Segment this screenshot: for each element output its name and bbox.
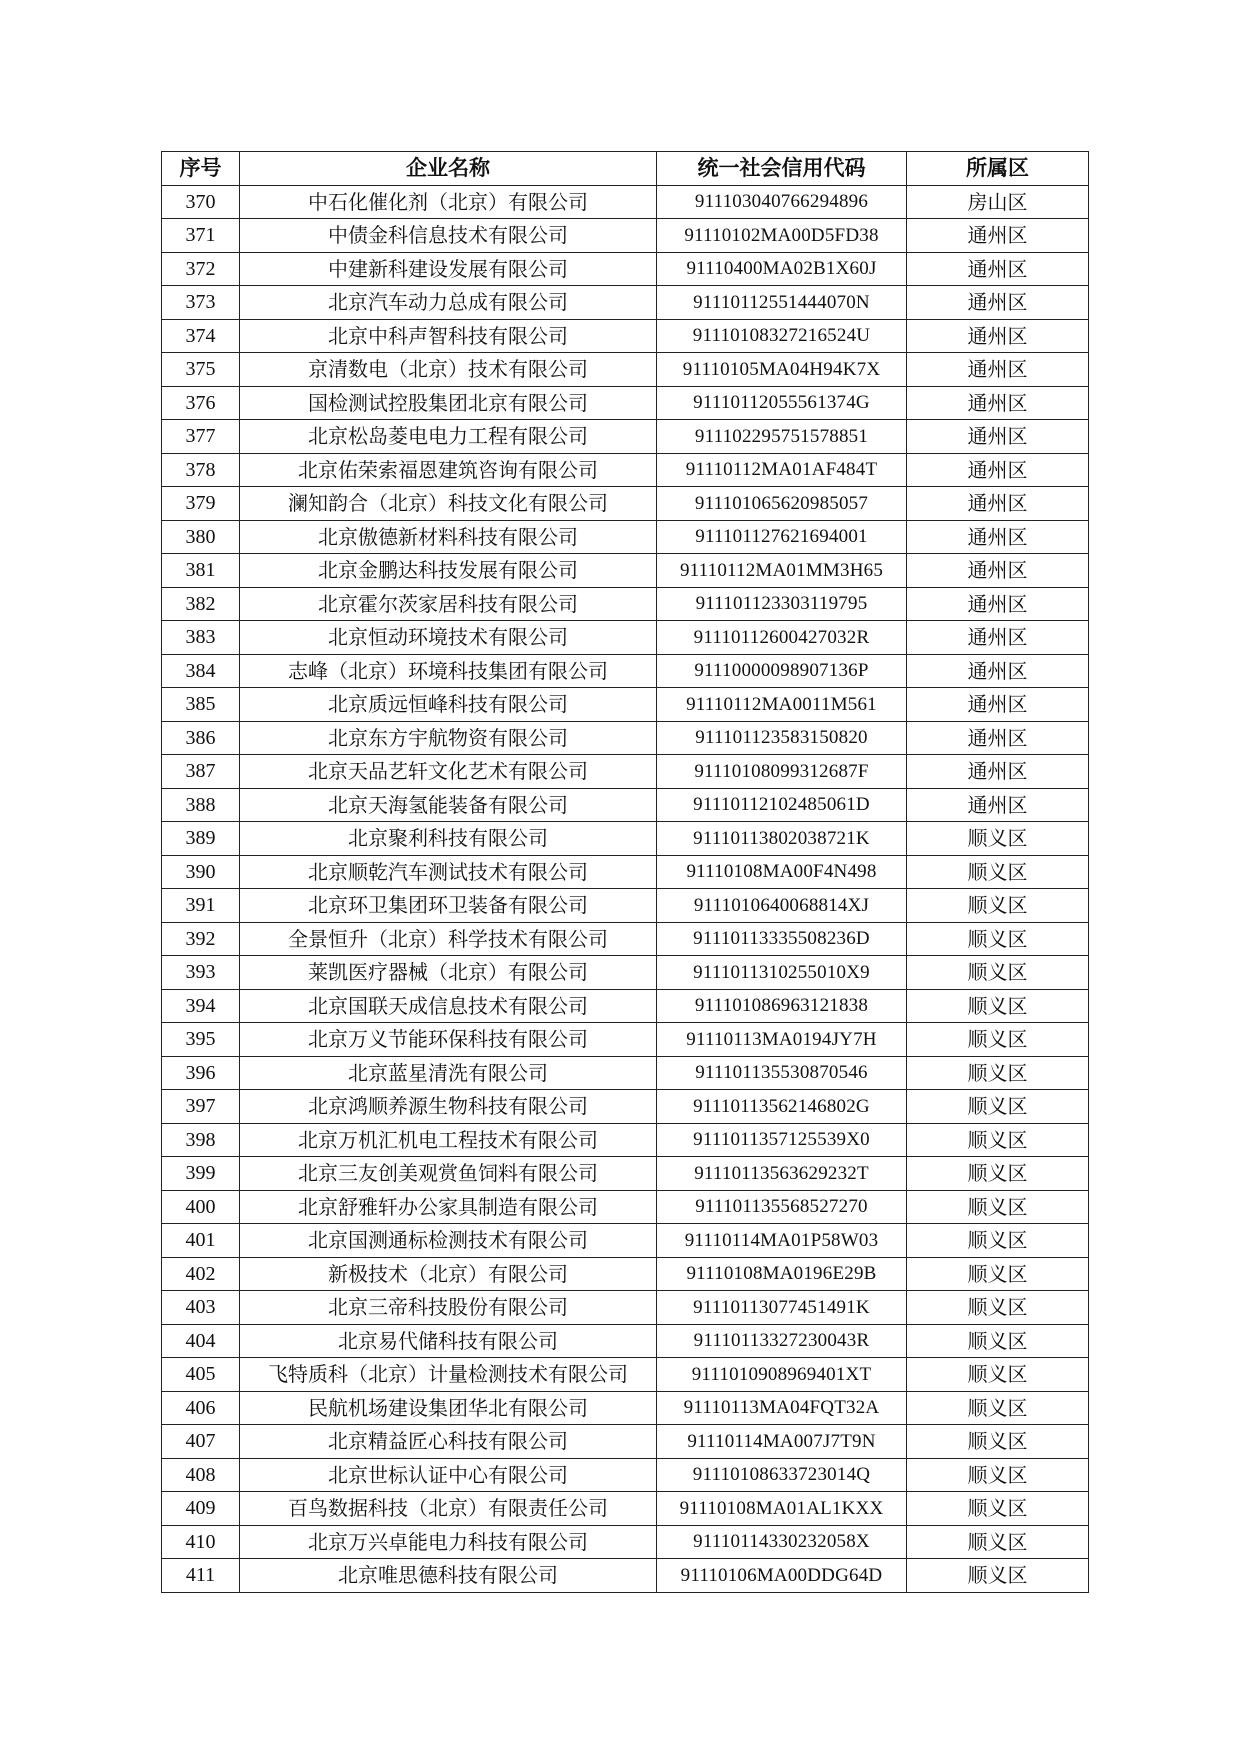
table-body bbox=[162, 185, 1089, 1592]
company-name: 志峰（北京）环境科技集团有限公司 bbox=[240, 654, 657, 688]
table-row bbox=[162, 1324, 1089, 1358]
table-row bbox=[162, 453, 1089, 487]
district: 顺义区 bbox=[907, 889, 1089, 923]
row-index: 409 bbox=[162, 1492, 240, 1526]
credit-code: 91110112102485061D bbox=[657, 788, 907, 822]
table-row bbox=[162, 286, 1089, 320]
credit-code: 91110108MA00F4N498 bbox=[657, 855, 907, 889]
district: 顺义区 bbox=[907, 822, 1089, 856]
company-name: 北京松岛菱电电力工程有限公司 bbox=[240, 420, 657, 454]
header-district: 所属区 bbox=[907, 152, 1089, 186]
row-index: 392 bbox=[162, 922, 240, 956]
row-index: 402 bbox=[162, 1257, 240, 1291]
company-name: 京清数电（北京）技术有限公司 bbox=[240, 353, 657, 387]
district: 顺义区 bbox=[907, 1023, 1089, 1057]
row-index: 388 bbox=[162, 788, 240, 822]
row-index: 396 bbox=[162, 1056, 240, 1090]
district: 通州区 bbox=[907, 319, 1089, 353]
table-row bbox=[162, 386, 1089, 420]
table-row bbox=[162, 788, 1089, 822]
row-index: 393 bbox=[162, 956, 240, 990]
company-name: 北京天海氢能装备有限公司 bbox=[240, 788, 657, 822]
table-row bbox=[162, 1391, 1089, 1425]
company-name: 北京三友创美观赏鱼饲料有限公司 bbox=[240, 1157, 657, 1191]
row-index: 378 bbox=[162, 453, 240, 487]
table-row bbox=[162, 721, 1089, 755]
row-index: 385 bbox=[162, 688, 240, 722]
district: 房山区 bbox=[907, 185, 1089, 219]
credit-code: 911101123583150820 bbox=[657, 721, 907, 755]
table-row bbox=[162, 420, 1089, 454]
district: 顺义区 bbox=[907, 1358, 1089, 1392]
credit-code: 9111010908969401XT bbox=[657, 1358, 907, 1392]
table-row bbox=[162, 185, 1089, 219]
enterprise-list-table bbox=[161, 151, 1089, 1593]
credit-code: 91110108MA01AL1KXX bbox=[657, 1492, 907, 1526]
row-index: 374 bbox=[162, 319, 240, 353]
row-index: 383 bbox=[162, 621, 240, 655]
district: 顺义区 bbox=[907, 1190, 1089, 1224]
company-name: 北京国联天成信息技术有限公司 bbox=[240, 989, 657, 1023]
row-index: 391 bbox=[162, 889, 240, 923]
table-row bbox=[162, 755, 1089, 789]
district: 顺义区 bbox=[907, 1458, 1089, 1492]
table-row bbox=[162, 554, 1089, 588]
company-name: 北京恒动环境技术有限公司 bbox=[240, 621, 657, 655]
row-index: 403 bbox=[162, 1291, 240, 1325]
company-name: 北京万义节能环保科技有限公司 bbox=[240, 1023, 657, 1057]
company-name: 莱凯医疗器械（北京）有限公司 bbox=[240, 956, 657, 990]
table-row bbox=[162, 1458, 1089, 1492]
header-company-name: 企业名称 bbox=[240, 152, 657, 186]
company-name: 北京金鹏达科技发展有限公司 bbox=[240, 554, 657, 588]
credit-code: 911103040766294896 bbox=[657, 185, 907, 219]
company-name: 北京万机汇机电工程技术有限公司 bbox=[240, 1123, 657, 1157]
district: 顺义区 bbox=[907, 855, 1089, 889]
row-index: 400 bbox=[162, 1190, 240, 1224]
table-header-row bbox=[162, 152, 1089, 186]
company-name: 北京舒雅轩办公家具制造有限公司 bbox=[240, 1190, 657, 1224]
company-name: 新极技术（北京）有限公司 bbox=[240, 1257, 657, 1291]
credit-code: 91110000098907136P bbox=[657, 654, 907, 688]
table-row bbox=[162, 1224, 1089, 1258]
credit-code: 91110112551444070N bbox=[657, 286, 907, 320]
district: 通州区 bbox=[907, 386, 1089, 420]
company-name: 民航机场建设集团华北有限公司 bbox=[240, 1391, 657, 1425]
company-name: 北京蓝星清洗有限公司 bbox=[240, 1056, 657, 1090]
table-row bbox=[162, 487, 1089, 521]
table-row bbox=[162, 956, 1089, 990]
credit-code: 9111011357125539X0 bbox=[657, 1123, 907, 1157]
company-name: 中建新科建设发展有限公司 bbox=[240, 252, 657, 286]
table-row bbox=[162, 219, 1089, 253]
credit-code: 91110113562146802G bbox=[657, 1090, 907, 1124]
company-name: 国检测试控股集团北京有限公司 bbox=[240, 386, 657, 420]
company-name: 北京天品艺轩文化艺术有限公司 bbox=[240, 755, 657, 789]
table-row bbox=[162, 1291, 1089, 1325]
credit-code: 91110112055561374G bbox=[657, 386, 907, 420]
row-index: 381 bbox=[162, 554, 240, 588]
company-name: 澜知韵合（北京）科技文化有限公司 bbox=[240, 487, 657, 521]
table-row bbox=[162, 989, 1089, 1023]
district: 顺义区 bbox=[907, 1425, 1089, 1459]
credit-code: 911101065620985057 bbox=[657, 487, 907, 521]
company-name: 北京鸿顺养源生物科技有限公司 bbox=[240, 1090, 657, 1124]
header-credit-code: 统一社会信用代码 bbox=[657, 152, 907, 186]
company-name: 全景恒升（北京）科学技术有限公司 bbox=[240, 922, 657, 956]
company-name: 北京精益匠心科技有限公司 bbox=[240, 1425, 657, 1459]
table-row bbox=[162, 1525, 1089, 1559]
table-row bbox=[162, 252, 1089, 286]
row-index: 411 bbox=[162, 1559, 240, 1593]
company-name: 中石化催化剂（北京）有限公司 bbox=[240, 185, 657, 219]
district: 顺义区 bbox=[907, 922, 1089, 956]
credit-code: 9111010640068814XJ bbox=[657, 889, 907, 923]
credit-code: 91110112MA01AF484T bbox=[657, 453, 907, 487]
row-index: 380 bbox=[162, 520, 240, 554]
district: 通州区 bbox=[907, 587, 1089, 621]
company-name: 北京中科声智科技有限公司 bbox=[240, 319, 657, 353]
table-row bbox=[162, 1023, 1089, 1057]
district: 顺义区 bbox=[907, 1056, 1089, 1090]
company-name: 北京环卫集团环卫装备有限公司 bbox=[240, 889, 657, 923]
row-index: 408 bbox=[162, 1458, 240, 1492]
row-index: 372 bbox=[162, 252, 240, 286]
credit-code: 91110108633723014Q bbox=[657, 1458, 907, 1492]
row-index: 375 bbox=[162, 353, 240, 387]
district: 顺义区 bbox=[907, 1291, 1089, 1325]
row-index: 390 bbox=[162, 855, 240, 889]
company-name: 中债金科信息技术有限公司 bbox=[240, 219, 657, 253]
row-index: 389 bbox=[162, 822, 240, 856]
company-name: 北京傲德新材料科技有限公司 bbox=[240, 520, 657, 554]
company-name: 北京顺乾汽车测试技术有限公司 bbox=[240, 855, 657, 889]
table-row bbox=[162, 621, 1089, 655]
table-row bbox=[162, 1090, 1089, 1124]
header-index: 序号 bbox=[162, 152, 240, 186]
district: 顺义区 bbox=[907, 956, 1089, 990]
credit-code: 91110113563629232T bbox=[657, 1157, 907, 1191]
credit-code: 911101123303119795 bbox=[657, 587, 907, 621]
company-name: 北京质远恒峰科技有限公司 bbox=[240, 688, 657, 722]
row-index: 382 bbox=[162, 587, 240, 621]
row-index: 397 bbox=[162, 1090, 240, 1124]
district: 顺义区 bbox=[907, 1257, 1089, 1291]
district: 通州区 bbox=[907, 219, 1089, 253]
credit-code: 91110108327216524U bbox=[657, 319, 907, 353]
row-index: 406 bbox=[162, 1391, 240, 1425]
credit-code: 911101135530870546 bbox=[657, 1056, 907, 1090]
district: 顺义区 bbox=[907, 1391, 1089, 1425]
table-row bbox=[162, 1157, 1089, 1191]
table-row bbox=[162, 353, 1089, 387]
company-name: 北京东方宇航物资有限公司 bbox=[240, 721, 657, 755]
row-index: 395 bbox=[162, 1023, 240, 1057]
district: 通州区 bbox=[907, 252, 1089, 286]
company-name: 北京霍尔茨家居科技有限公司 bbox=[240, 587, 657, 621]
table-row bbox=[162, 1123, 1089, 1157]
credit-code: 911101135568527270 bbox=[657, 1190, 907, 1224]
table-row bbox=[162, 922, 1089, 956]
credit-code: 91110102MA00D5FD38 bbox=[657, 219, 907, 253]
district: 通州区 bbox=[907, 353, 1089, 387]
company-name: 北京唯思德科技有限公司 bbox=[240, 1559, 657, 1593]
row-index: 377 bbox=[162, 420, 240, 454]
credit-code: 91110114MA01P58W03 bbox=[657, 1224, 907, 1258]
district: 顺义区 bbox=[907, 1123, 1089, 1157]
credit-code: 911102295751578851 bbox=[657, 420, 907, 454]
district: 通州区 bbox=[907, 520, 1089, 554]
company-name: 北京聚利科技有限公司 bbox=[240, 822, 657, 856]
district: 通州区 bbox=[907, 420, 1089, 454]
row-index: 401 bbox=[162, 1224, 240, 1258]
row-index: 399 bbox=[162, 1157, 240, 1191]
company-name: 百鸟数据科技（北京）有限责任公司 bbox=[240, 1492, 657, 1526]
district: 通州区 bbox=[907, 487, 1089, 521]
credit-code: 91110113327230043R bbox=[657, 1324, 907, 1358]
company-name: 北京世标认证中心有限公司 bbox=[240, 1458, 657, 1492]
credit-code: 91110113MA04FQT32A bbox=[657, 1391, 907, 1425]
credit-code: 9111011310255010X9 bbox=[657, 956, 907, 990]
credit-code: 91110112600427032R bbox=[657, 621, 907, 655]
credit-code: 91110400MA02B1X60J bbox=[657, 252, 907, 286]
district: 通州区 bbox=[907, 654, 1089, 688]
row-index: 398 bbox=[162, 1123, 240, 1157]
credit-code: 91110112MA01MM3H65 bbox=[657, 554, 907, 588]
credit-code: 91110108099312687F bbox=[657, 755, 907, 789]
credit-code: 911101086963121838 bbox=[657, 989, 907, 1023]
credit-code: 911101127621694001 bbox=[657, 520, 907, 554]
row-index: 379 bbox=[162, 487, 240, 521]
company-name: 北京国测通标检测技术有限公司 bbox=[240, 1224, 657, 1258]
credit-code: 91110105MA04H94K7X bbox=[657, 353, 907, 387]
company-name: 北京万兴卓能电力科技有限公司 bbox=[240, 1525, 657, 1559]
district: 顺义区 bbox=[907, 1324, 1089, 1358]
credit-code: 91110113MA0194JY7H bbox=[657, 1023, 907, 1057]
district: 通州区 bbox=[907, 688, 1089, 722]
table-row bbox=[162, 319, 1089, 353]
credit-code: 91110114330232058X bbox=[657, 1525, 907, 1559]
district: 顺义区 bbox=[907, 1224, 1089, 1258]
row-index: 384 bbox=[162, 654, 240, 688]
table-row bbox=[162, 520, 1089, 554]
table-row bbox=[162, 822, 1089, 856]
district: 顺义区 bbox=[907, 989, 1089, 1023]
company-name: 飞特质科（北京）计量检测技术有限公司 bbox=[240, 1358, 657, 1392]
company-name: 北京易代储科技有限公司 bbox=[240, 1324, 657, 1358]
table-row bbox=[162, 889, 1089, 923]
credit-code: 91110113077451491K bbox=[657, 1291, 907, 1325]
district: 顺义区 bbox=[907, 1090, 1089, 1124]
table-row bbox=[162, 1056, 1089, 1090]
district: 通州区 bbox=[907, 621, 1089, 655]
company-name: 北京佑荣索福恩建筑咨询有限公司 bbox=[240, 453, 657, 487]
table-row bbox=[162, 1257, 1089, 1291]
district: 通州区 bbox=[907, 554, 1089, 588]
row-index: 386 bbox=[162, 721, 240, 755]
table-row bbox=[162, 1425, 1089, 1459]
table-row bbox=[162, 855, 1089, 889]
credit-code: 91110112MA0011M561 bbox=[657, 688, 907, 722]
district: 通州区 bbox=[907, 453, 1089, 487]
table-row bbox=[162, 1358, 1089, 1392]
row-index: 387 bbox=[162, 755, 240, 789]
row-index: 370 bbox=[162, 185, 240, 219]
credit-code: 91110113802038721K bbox=[657, 822, 907, 856]
row-index: 404 bbox=[162, 1324, 240, 1358]
company-name: 北京三帝科技股份有限公司 bbox=[240, 1291, 657, 1325]
district: 顺义区 bbox=[907, 1525, 1089, 1559]
credit-code: 91110106MA00DDG64D bbox=[657, 1559, 907, 1593]
credit-code: 91110108MA0196E29B bbox=[657, 1257, 907, 1291]
row-index: 410 bbox=[162, 1525, 240, 1559]
row-index: 407 bbox=[162, 1425, 240, 1459]
district: 通州区 bbox=[907, 788, 1089, 822]
district: 顺义区 bbox=[907, 1157, 1089, 1191]
table-row bbox=[162, 1492, 1089, 1526]
credit-code: 91110113335508236D bbox=[657, 922, 907, 956]
district: 通州区 bbox=[907, 286, 1089, 320]
credit-code: 91110114MA007J7T9N bbox=[657, 1425, 907, 1459]
row-index: 371 bbox=[162, 219, 240, 253]
row-index: 405 bbox=[162, 1358, 240, 1392]
table-row bbox=[162, 1559, 1089, 1593]
table-row bbox=[162, 654, 1089, 688]
district: 顺义区 bbox=[907, 1492, 1089, 1526]
district: 顺义区 bbox=[907, 1559, 1089, 1593]
company-name: 北京汽车动力总成有限公司 bbox=[240, 286, 657, 320]
table-row bbox=[162, 587, 1089, 621]
row-index: 376 bbox=[162, 386, 240, 420]
district: 通州区 bbox=[907, 755, 1089, 789]
table-row bbox=[162, 1190, 1089, 1224]
table-row bbox=[162, 688, 1089, 722]
row-index: 373 bbox=[162, 286, 240, 320]
district: 通州区 bbox=[907, 721, 1089, 755]
row-index: 394 bbox=[162, 989, 240, 1023]
